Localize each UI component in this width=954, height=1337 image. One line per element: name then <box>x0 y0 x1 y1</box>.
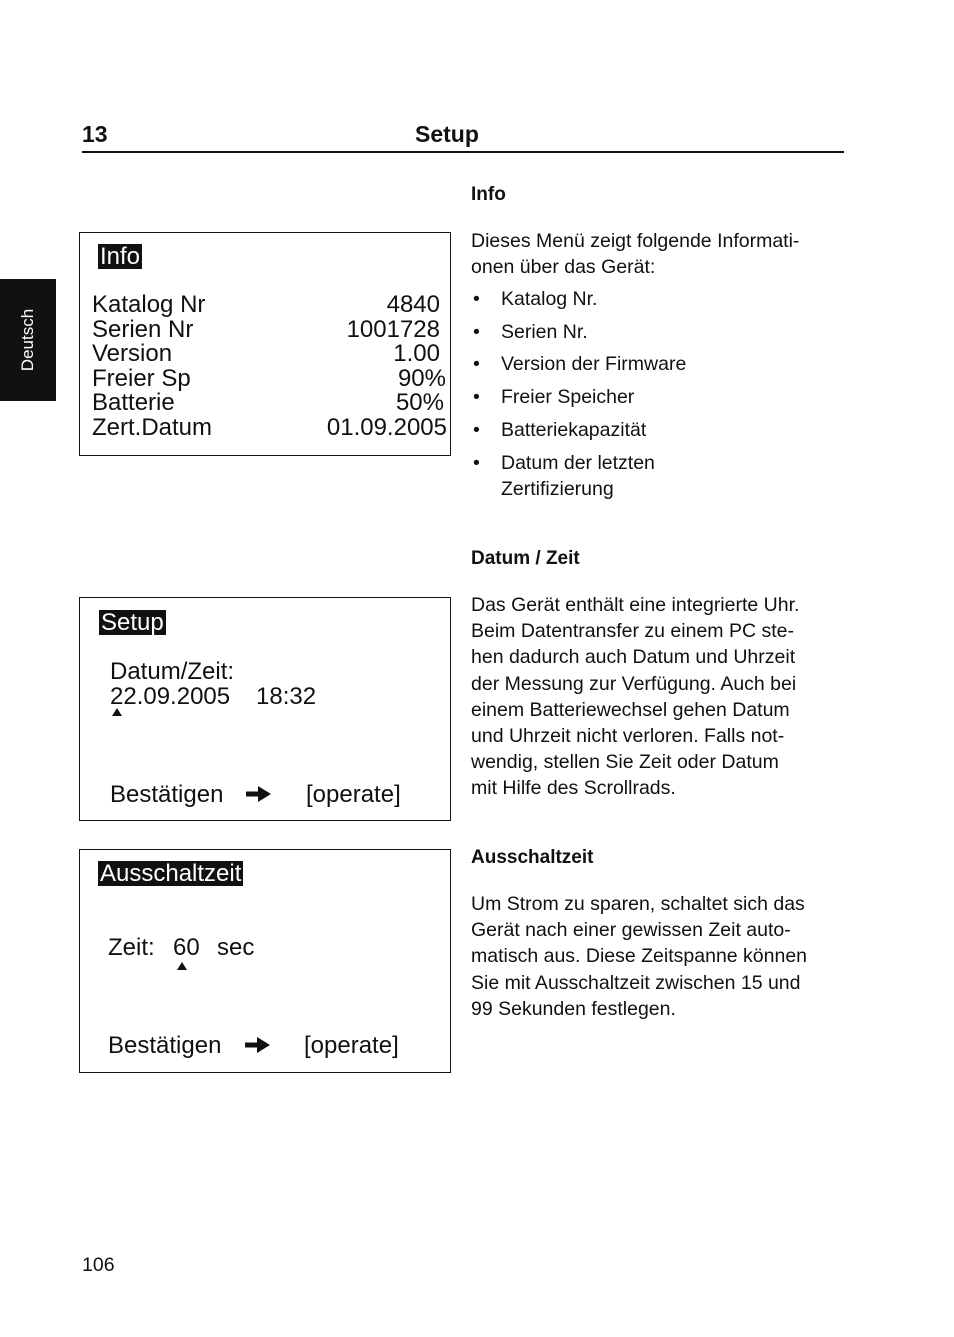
shutoff-unit: sec <box>217 934 255 961</box>
info-row-value: 1001728 <box>346 316 440 343</box>
arrow-right-icon <box>246 785 272 803</box>
time-label: Zeit: <box>108 934 155 961</box>
paragraph-line: hen dadurch auch Datum und Uhrzeit <box>471 646 796 669</box>
list-item-line: Zertifizierung <box>501 477 614 500</box>
date-time-paragraph <box>471 592 851 802</box>
paragraph-line: matisch aus. Diese Zeitspanne können <box>471 945 808 968</box>
chapter-number: 13 <box>82 121 108 147</box>
info-row-label: Zert.Datum <box>92 414 213 441</box>
paragraph-line: Beim Datentransfer zu einem PC ste- <box>471 620 794 643</box>
setup-screen <box>79 597 451 821</box>
paragraph-line: mit Hilfe des Scrollrads. <box>471 777 676 800</box>
info-row-value: 01.09.2005 <box>326 414 447 441</box>
operate-key-label: [operate] <box>306 781 401 808</box>
info-row-value: 4840 <box>386 291 440 318</box>
date-value: 22.09.2005 <box>110 683 231 710</box>
cursor-caret-icon <box>177 962 187 970</box>
page-number: 106 <box>82 1254 115 1276</box>
language-tab-label: Deutsch <box>18 308 37 372</box>
shutoff-screen <box>79 849 451 1073</box>
list-item <box>471 384 851 410</box>
date-time-heading: Datum / Zeit <box>471 548 580 569</box>
language-tab <box>0 279 56 401</box>
list-item-line: • Freier Speicher <box>501 386 635 409</box>
paragraph-line: und Uhrzeit nicht verloren. Falls not- <box>471 725 785 748</box>
list-item <box>471 286 851 312</box>
list-item-line: • Version der Firmware <box>501 353 687 376</box>
paragraph-line: Das Gerät enthält eine integrierte Uhr. <box>471 594 800 616</box>
confirm-label: Bestätigen <box>110 781 224 808</box>
list-item <box>471 450 851 502</box>
confirm-label: Bestätigen <box>108 1032 222 1059</box>
info-row-label: Freier Sp <box>92 365 191 392</box>
paragraph-line: wendig, stellen Sie Zeit oder Datum <box>471 751 779 774</box>
paragraph-line: Sie mit Ausschaltzeit zwischen 15 und <box>471 971 801 994</box>
paragraph-line: 99 Sekunden festlegen. <box>471 997 676 1020</box>
cursor-caret-icon <box>112 708 122 716</box>
info-intro-line: onen über das Gerät: <box>471 256 656 279</box>
chapter-title: Setup <box>415 121 479 147</box>
paragraph-line: Gerät nach einer gewissen Zeit auto- <box>471 919 791 942</box>
list-item <box>471 417 851 443</box>
shutoff-paragraph <box>471 891 851 1022</box>
info-row-label: Batterie <box>92 389 175 416</box>
list-item-line: • Batteriekapazität <box>501 418 647 441</box>
shutoff-heading: Ausschaltzeit <box>471 847 594 868</box>
paragraph-line: Um Strom zu sparen, schaltet sich das <box>471 893 805 915</box>
setup-screen-title: Setup <box>101 609 164 636</box>
shutoff-screen-title: Ausschaltzeit <box>100 860 242 887</box>
date-time-label: Datum/Zeit: <box>110 658 235 685</box>
info-intro-line: Dieses Menü zeigt folgende Informati- <box>471 230 800 252</box>
info-screen-title: Info <box>100 243 141 270</box>
shutoff-value: 60 <box>173 934 200 961</box>
info-heading: Info <box>471 184 506 205</box>
info-row-label: Serien Nr <box>92 316 194 343</box>
list-item <box>471 319 851 345</box>
paragraph-line: der Messung zur Verfügung. Auch bei <box>471 672 797 695</box>
operate-key-label: [operate] <box>304 1032 399 1059</box>
time-value: 18:32 <box>256 683 317 710</box>
header-rule <box>82 151 844 153</box>
info-row-value: 50% <box>395 389 444 416</box>
list-item <box>471 351 851 377</box>
info-intro <box>471 228 851 280</box>
info-row-value: 1.00 <box>393 340 440 367</box>
info-row-value: 90% <box>397 365 446 392</box>
list-item-line: • Datum der letzten <box>501 451 655 474</box>
list-item-line: • Serien Nr. <box>501 320 588 343</box>
arrow-right-icon <box>245 1036 271 1054</box>
list-item-line: • Katalog Nr. <box>501 288 598 310</box>
info-row-label: Katalog Nr <box>92 291 206 318</box>
info-bullet-list <box>471 286 851 508</box>
paragraph-line: einem Batteriewechsel gehen Datum <box>471 698 790 721</box>
info-screen <box>79 232 451 456</box>
info-row-label: Version <box>92 340 173 367</box>
